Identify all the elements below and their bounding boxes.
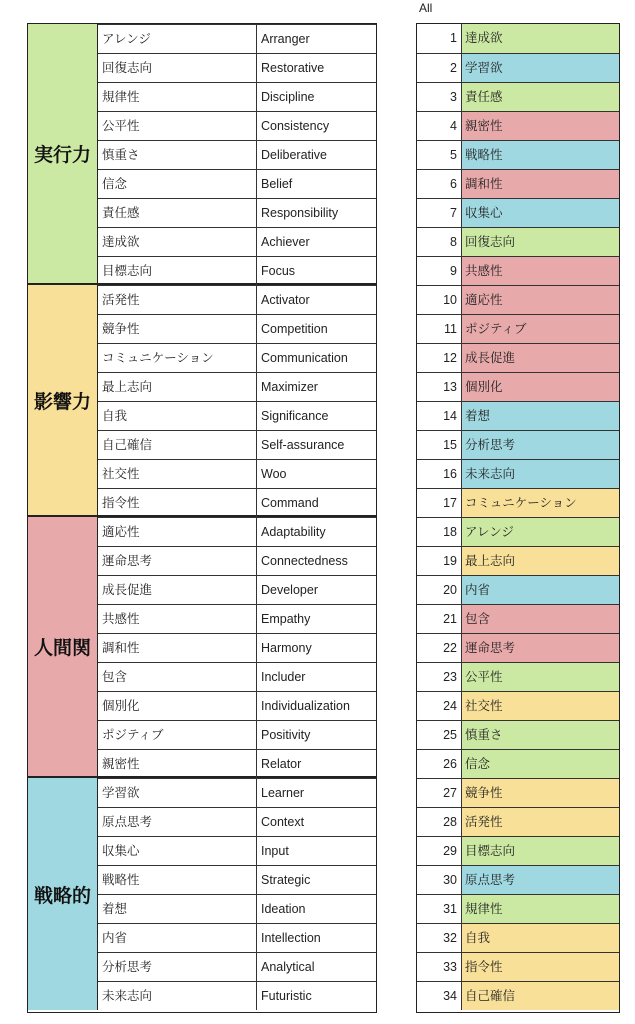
strength-row	[98, 459, 376, 488]
strength-name-en[interactable]: Competition	[261, 322, 328, 336]
strength-row	[98, 24, 376, 53]
rank-number[interactable]: 17	[417, 489, 462, 517]
strength-name-en[interactable]: Activator	[261, 293, 310, 307]
rank-strength-name[interactable]: 分析思考	[462, 431, 619, 459]
ranking-row	[417, 749, 619, 778]
strength-name-jp[interactable]: 着想	[98, 895, 257, 923]
strength-name-jp[interactable]: 慎重さ	[98, 141, 257, 169]
strength-row	[98, 807, 376, 836]
rank-strength-name[interactable]: 着想	[462, 402, 619, 430]
strength-name-jp[interactable]: 戦略性	[98, 866, 257, 894]
strength-row	[98, 227, 376, 256]
ranking-row	[417, 140, 619, 169]
rank-strength-name[interactable]: 個別化	[462, 373, 619, 401]
rank-number[interactable]: 26	[417, 750, 462, 778]
strength-name-jp[interactable]: 収集心	[98, 837, 257, 865]
rank-number[interactable]: 2	[417, 54, 462, 82]
strength-row	[98, 923, 376, 952]
strength-name-en[interactable]: Self-assurance	[261, 438, 345, 452]
rank-strength-name[interactable]: 戦略性	[462, 141, 619, 169]
rank-number[interactable]: 24	[417, 692, 462, 720]
strength-name-en[interactable]: Positivity	[261, 728, 311, 742]
ranking-row	[417, 662, 619, 691]
rank-number[interactable]: 5	[417, 141, 462, 169]
rank-number[interactable]: 34	[417, 982, 462, 1010]
rank-strength-name[interactable]: 運命思考	[462, 634, 619, 662]
strength-row	[98, 894, 376, 923]
strength-name-jp[interactable]: 分析思考	[98, 953, 257, 981]
rank-strength-name[interactable]: 活発性	[462, 808, 619, 836]
strength-row	[98, 546, 376, 575]
strength-name-en[interactable]: Discipline	[261, 90, 315, 104]
ranking-row	[417, 343, 619, 372]
sheet-label-all: All	[419, 1, 433, 15]
rank-strength-name[interactable]: 回復志向	[462, 228, 619, 256]
strength-name-en[interactable]: Strategic	[261, 873, 311, 887]
strength-name-jp[interactable]: 活発性	[98, 286, 257, 314]
strength-name-en[interactable]: Consistency	[261, 119, 330, 133]
ranking-row	[417, 604, 619, 633]
strength-name-jp[interactable]: 調和性	[98, 634, 257, 662]
rank-strength-name[interactable]: 規律性	[462, 895, 619, 923]
strength-name-en[interactable]: Input	[261, 844, 289, 858]
ranking-row	[417, 430, 619, 459]
strength-row	[98, 53, 376, 82]
strength-row	[98, 778, 376, 807]
rank-number[interactable]: 27	[417, 779, 462, 807]
strength-name-jp[interactable]: 個別化	[98, 692, 257, 720]
rank-strength-name[interactable]: 責任感	[462, 83, 619, 111]
strength-row	[98, 865, 376, 894]
ranking-row	[417, 82, 619, 111]
rank-number[interactable]: 19	[417, 547, 462, 575]
rank-number[interactable]: 29	[417, 837, 462, 865]
strength-name-jp[interactable]: 社交性	[98, 460, 257, 488]
strength-name-en[interactable]: Empathy	[261, 612, 311, 626]
rank-number[interactable]: 12	[417, 344, 462, 372]
strength-row	[98, 285, 376, 314]
rank-number[interactable]: 14	[417, 402, 462, 430]
rank-strength-name[interactable]: アレンジ	[462, 518, 619, 546]
strength-row	[98, 198, 376, 227]
strength-name-en[interactable]: Communication	[261, 351, 348, 365]
ranking-row	[417, 169, 619, 198]
strength-name-jp[interactable]: 回復志向	[98, 54, 257, 82]
strength-name-en[interactable]: Command	[261, 496, 319, 510]
category-group-relationship	[28, 517, 376, 778]
ranking-row	[417, 111, 619, 140]
ranking-row	[417, 807, 619, 836]
rank-strength-name[interactable]: 未来志向	[462, 460, 619, 488]
strength-row	[98, 430, 376, 459]
ranking-row	[417, 372, 619, 401]
strength-row	[98, 662, 376, 691]
ranking-row	[417, 720, 619, 749]
ranking-row	[417, 285, 619, 314]
rank-strength-name[interactable]: 親密性	[462, 112, 619, 140]
strength-name-jp[interactable]: 内省	[98, 924, 257, 952]
strength-name-en[interactable]: Analytical	[261, 960, 315, 974]
strength-name-en[interactable]: Deliberative	[261, 148, 328, 162]
ranking-row	[417, 198, 619, 227]
rank-number[interactable]: 8	[417, 228, 462, 256]
strength-name-jp[interactable]: 自己確信	[98, 431, 257, 459]
strength-name-jp[interactable]: 公平性	[98, 112, 257, 140]
strength-row	[98, 314, 376, 343]
strength-name-jp[interactable]: 未来志向	[98, 982, 257, 1010]
strength-name-jp[interactable]: 指令性	[98, 489, 257, 517]
strength-row	[98, 256, 376, 285]
strength-row	[98, 488, 376, 517]
rank-number[interactable]: 16	[417, 460, 462, 488]
rank-number[interactable]: 28	[417, 808, 462, 836]
strength-name-en[interactable]: Intellection	[261, 931, 321, 945]
rank-number[interactable]: 31	[417, 895, 462, 923]
rank-strength-name[interactable]: コミュニケーション	[462, 489, 619, 517]
rank-strength-name[interactable]: 目標志向	[462, 837, 619, 865]
strength-name-en[interactable]: Connectedness	[261, 554, 348, 568]
rank-strength-name[interactable]: 社交性	[462, 692, 619, 720]
strength-row	[98, 401, 376, 430]
strength-name-en[interactable]: Ideation	[261, 902, 306, 916]
rank-number[interactable]: 1	[417, 24, 462, 53]
strength-name-jp[interactable]: 規律性	[98, 83, 257, 111]
strength-name-jp[interactable]: 包含	[98, 663, 257, 691]
category-group-execution	[28, 24, 376, 285]
strength-name-en[interactable]: Context	[261, 815, 305, 829]
strength-name-en[interactable]: Harmony	[261, 641, 312, 655]
rank-number[interactable]: 25	[417, 721, 462, 749]
strength-name-en[interactable]: Woo	[261, 467, 287, 481]
rank-strength-name[interactable]: 適応性	[462, 286, 619, 314]
strength-name-jp[interactable]: 学習欲	[98, 779, 257, 807]
rank-number[interactable]: 15	[417, 431, 462, 459]
strength-name-jp[interactable]: 成長促進	[98, 576, 257, 604]
rank-number[interactable]: 9	[417, 257, 462, 285]
ranking-row	[417, 517, 619, 546]
category-group-influencing	[28, 285, 376, 517]
rank-strength-name[interactable]: 自己確信	[462, 982, 619, 1010]
category-label: 戦略的	[28, 778, 98, 1010]
strength-name-en[interactable]: Restorative	[261, 61, 325, 75]
strength-name-en[interactable]: Individualization	[261, 699, 350, 713]
strength-row	[98, 952, 376, 981]
strength-name-en[interactable]: Relator	[261, 757, 302, 771]
strength-name-jp[interactable]: 親密性	[98, 750, 257, 778]
rank-strength-name[interactable]: 慎重さ	[462, 721, 619, 749]
strength-name-jp[interactable]: 共感性	[98, 605, 257, 633]
strength-row	[98, 633, 376, 662]
category-label: 影響力	[28, 285, 98, 515]
rank-number[interactable]: 21	[417, 605, 462, 633]
ranking-row	[417, 778, 619, 807]
ranking-row	[417, 256, 619, 285]
category-label: 人間関	[28, 517, 98, 776]
rank-strength-name[interactable]: 調和性	[462, 170, 619, 198]
strength-row	[98, 981, 376, 1010]
strength-name-jp[interactable]: 競争性	[98, 315, 257, 343]
rank-number[interactable]: 3	[417, 83, 462, 111]
rank-strength-name[interactable]: 公平性	[462, 663, 619, 691]
rank-strength-name[interactable]: 達成欲	[462, 24, 619, 53]
rank-number[interactable]: 23	[417, 663, 462, 691]
ranking-row	[417, 981, 619, 1010]
strength-row	[98, 169, 376, 198]
strength-row	[98, 140, 376, 169]
rank-number[interactable]: 22	[417, 634, 462, 662]
strength-row	[98, 604, 376, 633]
category-label: 実行力	[28, 24, 98, 283]
strength-name-en[interactable]: Arranger	[261, 32, 310, 46]
rank-number[interactable]: 13	[417, 373, 462, 401]
strength-name-en[interactable]: Focus	[261, 264, 296, 278]
ranking-row	[417, 865, 619, 894]
strength-name-en[interactable]: Includer	[261, 670, 306, 684]
ranking-row	[417, 53, 619, 82]
ranking-row	[417, 227, 619, 256]
rank-number[interactable]: 18	[417, 518, 462, 546]
strength-name-jp[interactable]: 自我	[98, 402, 257, 430]
strength-name-en[interactable]: Futuristic	[261, 989, 312, 1003]
rank-number[interactable]: 4	[417, 112, 462, 140]
ranking-row	[417, 24, 619, 53]
strength-row	[98, 111, 376, 140]
ranking-row	[417, 836, 619, 865]
strength-row	[98, 372, 376, 401]
strength-name-en[interactable]: Significance	[261, 409, 329, 423]
strength-name-jp[interactable]: 信念	[98, 170, 257, 198]
strength-name-jp[interactable]: コミュニケーション	[98, 344, 257, 372]
strength-row	[98, 575, 376, 604]
rank-strength-name[interactable]: 学習欲	[462, 54, 619, 82]
strength-name-jp[interactable]: ポジティブ	[98, 721, 257, 749]
strength-name-jp[interactable]: 責任感	[98, 199, 257, 227]
ranking-row	[417, 546, 619, 575]
strength-name-en[interactable]: Responsibility	[261, 206, 339, 220]
rank-strength-name[interactable]: ポジティブ	[462, 315, 619, 343]
rank-strength-name[interactable]: 共感性	[462, 257, 619, 285]
rank-strength-name[interactable]: 内省	[462, 576, 619, 604]
strength-name-en[interactable]: Adaptability	[261, 525, 326, 539]
strength-row	[98, 691, 376, 720]
strength-row	[98, 343, 376, 372]
rank-strength-name[interactable]: 指令性	[462, 953, 619, 981]
strengths-category-table	[27, 23, 377, 1013]
ranking-row	[417, 459, 619, 488]
strength-name-jp[interactable]: 最上志向	[98, 373, 257, 401]
rank-number[interactable]: 20	[417, 576, 462, 604]
strength-name-jp[interactable]: 目標志向	[98, 257, 257, 285]
rank-strength-name[interactable]: 包含	[462, 605, 619, 633]
strength-row	[98, 517, 376, 546]
rank-number[interactable]: 10	[417, 286, 462, 314]
strength-name-en[interactable]: Belief	[261, 177, 293, 191]
strength-name-en[interactable]: Learner	[261, 786, 305, 800]
strength-name-jp[interactable]: 達成欲	[98, 228, 257, 256]
rank-number[interactable]: 7	[417, 199, 462, 227]
strength-name-jp[interactable]: アレンジ	[98, 25, 257, 53]
rank-number[interactable]: 32	[417, 924, 462, 952]
ranking-row	[417, 401, 619, 430]
rank-strength-name[interactable]: 自我	[462, 924, 619, 952]
rank-strength-name[interactable]: 成長促進	[462, 344, 619, 372]
strength-name-en[interactable]: Developer	[261, 583, 318, 597]
rank-strength-name[interactable]: 収集心	[462, 199, 619, 227]
strength-row	[98, 749, 376, 778]
strength-name-en[interactable]: Maximizer	[261, 380, 318, 394]
strength-name-jp[interactable]: 運命思考	[98, 547, 257, 575]
ranking-row	[417, 923, 619, 952]
rank-strength-name[interactable]: 信念	[462, 750, 619, 778]
strength-name-jp[interactable]: 適応性	[98, 518, 257, 546]
ranking-row	[417, 633, 619, 662]
ranking-row	[417, 691, 619, 720]
strength-row	[98, 82, 376, 111]
rank-strength-name[interactable]: 競争性	[462, 779, 619, 807]
rank-number[interactable]: 33	[417, 953, 462, 981]
strength-name-jp[interactable]: 原点思考	[98, 808, 257, 836]
strength-name-en[interactable]: Achiever	[261, 235, 310, 249]
strengths-ranking-table	[416, 23, 620, 1013]
rank-strength-name[interactable]: 最上志向	[462, 547, 619, 575]
rank-strength-name[interactable]: 原点思考	[462, 866, 619, 894]
ranking-row	[417, 314, 619, 343]
category-group-strategic	[28, 778, 376, 1010]
strength-row	[98, 836, 376, 865]
ranking-row	[417, 488, 619, 517]
ranking-row	[417, 575, 619, 604]
strength-row	[98, 720, 376, 749]
ranking-row	[417, 952, 619, 981]
ranking-row	[417, 894, 619, 923]
rank-number[interactable]: 11	[417, 315, 462, 343]
rank-number[interactable]: 6	[417, 170, 462, 198]
rank-number[interactable]: 30	[417, 866, 462, 894]
